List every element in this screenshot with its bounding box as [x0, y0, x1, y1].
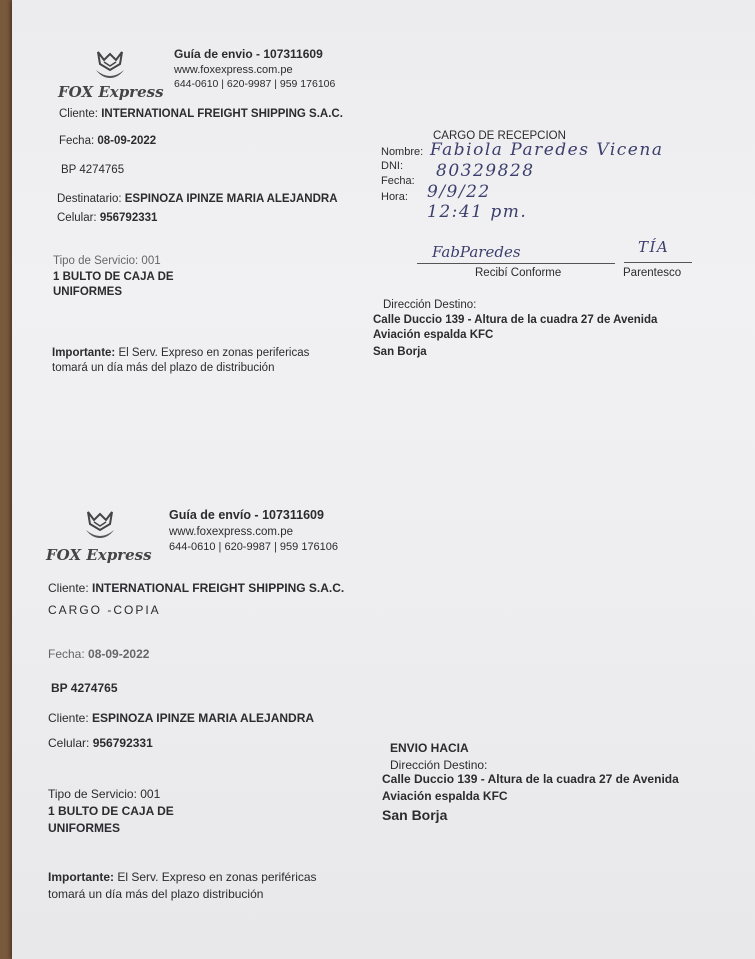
signature-line — [417, 263, 615, 264]
cell-label: Celular: — [57, 212, 97, 224]
website-copy: www.foxexpress.com.pe — [169, 526, 293, 538]
recipient-value: ESPINOZA IPINZE MARIA ALEJANDRA — [124, 193, 338, 205]
date-value: 08-09-2022 — [88, 647, 150, 661]
handwritten-name: Fabiola Paredes Vicena — [430, 140, 664, 160]
handwritten-relation: TÍA — [638, 238, 670, 256]
dest-line-3-copy: San Borja — [382, 807, 448, 823]
phones-copy: 644-0610 | 620-9987 | 959 176106 — [169, 541, 339, 553]
date-line-copy — [48, 648, 149, 662]
fox-logo-icon — [80, 508, 120, 549]
phones: 644-0610 | 620-9987 | 959 176106 — [174, 78, 336, 90]
date-value: 08-09-2022 — [97, 135, 157, 147]
dest-label-copy: Dirección Destino: — [390, 758, 488, 772]
copy-label: CARGO -COPIA — [48, 603, 161, 617]
recipient-line — [57, 193, 338, 206]
handwritten-date: 9/9/22 — [427, 182, 491, 202]
bp-number-copy: BP 4274765 — [51, 681, 118, 695]
date-label: Fecha: — [59, 135, 95, 147]
client-line-copy — [48, 582, 344, 596]
package-line-1: 1 BULTO DE CAJA DE — [53, 271, 174, 283]
shipping-document — [12, 0, 755, 959]
relation-line — [624, 262, 692, 263]
important-note-copy — [48, 871, 317, 885]
reception-title: CARGO DE RECEPCION — [433, 130, 566, 142]
client2-label: Cliente: — [48, 711, 89, 725]
client-label: Cliente: — [59, 108, 98, 120]
important-text: El Serv. Expreso en zonas periféricas — [117, 870, 317, 884]
guide-title-copy: Guía de envío - 107311609 — [169, 508, 324, 522]
name-label: Nombre: — [381, 146, 424, 158]
received-label: Recibí Conforme — [475, 267, 562, 279]
recipient-label: Destinatario: — [57, 193, 122, 205]
client2-line — [48, 712, 314, 726]
client2-value: ESPINOZA IPINZE MARIA ALEJANDRA — [92, 711, 315, 725]
date-line — [59, 135, 156, 148]
cell-label: Celular: — [48, 736, 90, 750]
signature: FabParedes — [432, 243, 521, 261]
cell-value: 956792331 — [92, 736, 153, 750]
guide-title: Guía de envio - 107311609 — [174, 47, 323, 61]
date-label: Fecha: — [48, 647, 85, 661]
important-label: Importante: — [52, 347, 116, 359]
website: www.foxexpress.com.pe — [174, 64, 293, 76]
service-type-copy: Tipo de Servicio: 001 — [48, 787, 161, 801]
client-value: INTERNATIONAL FREIGHT SHIPPING S.A.C. — [92, 581, 345, 595]
important-text-2-copy: tomará un día más del plazo distribución — [48, 887, 264, 901]
package-line-1-copy: 1 BULTO DE CAJA DE — [48, 804, 174, 818]
handwritten-time: 12:41 pm. — [427, 202, 528, 222]
important-text: El Serv. Expreso en zonas perifericas — [118, 347, 310, 359]
dest-line-1: Calle Duccio 139 - Altura de la cuadra 27 de Avenida — [373, 314, 658, 326]
dest-line-2: Aviación espalda KFC — [373, 329, 494, 341]
important-note — [52, 347, 309, 360]
hora-label: Hora: — [381, 191, 408, 203]
package-line-2-copy: UNIFORMES — [48, 821, 120, 835]
dest-line-3: San Borja — [373, 346, 427, 358]
client-line — [59, 108, 343, 121]
important-text-2: tomará un día más del plazo de distribución — [52, 362, 275, 374]
service-type: Tipo de Servicio: 001 — [53, 255, 161, 267]
relation-label: Parentesco — [623, 267, 682, 279]
brand-logo-text: FOX Express — [58, 83, 164, 101]
cell-value: 956792331 — [99, 212, 158, 224]
dest-line-1-copy: Calle Duccio 139 - Altura de la cuadra 27 de Avenida — [382, 772, 679, 786]
important-label: Importante: — [48, 870, 114, 884]
dest-label: Dirección Destino: — [383, 299, 477, 311]
cell-line — [57, 212, 157, 225]
client-label: Cliente: — [48, 581, 89, 595]
dest-line-2-copy: Aviación espalda KFC — [382, 789, 508, 803]
package-line-2: UNIFORMES — [53, 286, 122, 298]
fecha-label: Fecha: — [381, 175, 415, 187]
cell-line-copy — [48, 737, 153, 751]
brand-logo-text: FOX Express — [46, 546, 152, 564]
ship-to-label: ENVIO HACIA — [390, 741, 469, 755]
client-value: INTERNATIONAL FREIGHT SHIPPING S.A.C. — [101, 108, 343, 120]
dni-label: DNI: — [381, 160, 403, 172]
bp-number: BP 4274765 — [61, 164, 125, 176]
handwritten-dni: 80329828 — [436, 161, 535, 181]
